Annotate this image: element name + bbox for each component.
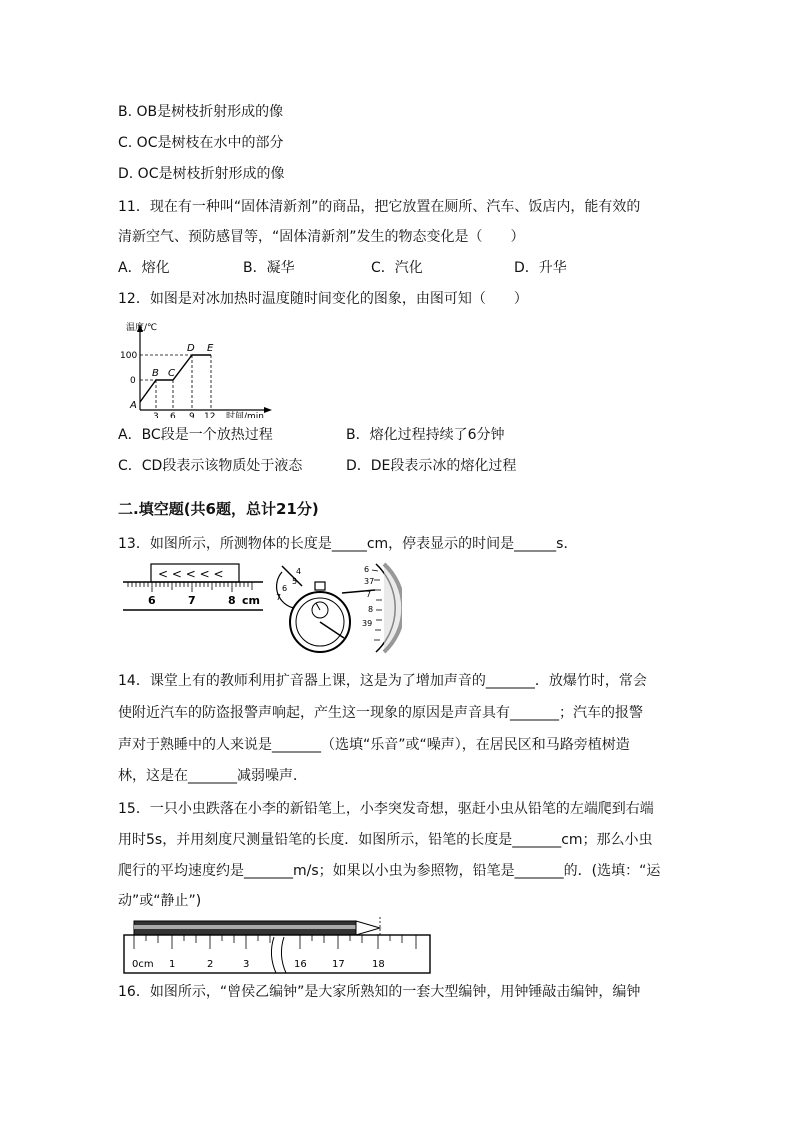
q10-option-c: C. OC是树枝在水中的部分 (118, 135, 284, 151)
q11-option-c: C．汽化 (371, 260, 423, 276)
q14-line3: 声对于熟睡中的人来说是_______（选填“乐音”或“噪声），在居民区和马路旁植树造 (118, 737, 630, 753)
q12-option-a: A．BC段是一个放热过程 (118, 427, 273, 443)
graph-point-d: D (187, 343, 195, 354)
object-marks: < < < < < (158, 567, 224, 581)
outer-dial-8: 8 (368, 605, 374, 614)
q11-stem-line2: 清新空气、预防感冒等，“固体清新剂”发生的物态变化是（ ） (118, 229, 525, 245)
q11-option-a: A．熔化 (118, 260, 170, 276)
inner-dial-5: 5 (292, 577, 298, 586)
graph-ylabel: 温度/℃ (126, 323, 158, 333)
outer-dial-7: 7 (366, 590, 372, 599)
outer-dial-6: 6 (364, 565, 370, 574)
q12-option-c: C．CD段表示该物质处于液态 (118, 458, 303, 474)
q12-option-b: B．熔化过程持续了6分钟 (346, 427, 505, 443)
graph-ytick-100: 100 (120, 351, 138, 361)
ruler2-label-2: 2 (207, 959, 214, 970)
q10-option-b: B. OB是树枝折射形成的像 (118, 104, 284, 120)
q15-line3: 爬行的平均速度约是_______m/s；如果以小虫为参照物，铅笔是_______的．(选填：“运 (118, 863, 661, 879)
inner-dial-4: 4 (296, 567, 302, 576)
q12-temperature-graph (118, 318, 278, 422)
q12-option-d: D．DE段表示冰的熔化过程 (346, 458, 517, 474)
q15-line2: 用时5s，并用刻度尺测量铅笔的长度．如图所示，铅笔的长度是_______cm；那么小虫 (118, 832, 653, 848)
q11-option-d: D．升华 (514, 260, 567, 276)
q15-pencil-ruler-figure (122, 915, 434, 981)
q13-stem: 13．如图所示，所测物体的长度是_____cm，停表显示的时间是______s． (118, 536, 578, 552)
q13-ruler-figure (118, 560, 268, 634)
graph-x-arrow (264, 407, 272, 413)
outer-dial-37: 37 (364, 577, 375, 586)
ruler2-label-16: 16 (294, 959, 307, 970)
outer-dial-39: 39 (362, 619, 373, 628)
ruler2-label-17: 17 (332, 959, 345, 970)
ruler-label-7: 7 (188, 594, 196, 607)
q14-line1: 14．课堂上有的教师利用扩音器上课，这是为了增加声音的_______．放爆竹时，常会 (118, 673, 647, 689)
graph-xtick-3: 3 (153, 412, 159, 418)
q14-line4: 林，这是在_______减弱噪声． (118, 768, 307, 784)
graph-xtick-6: 6 (170, 412, 176, 418)
graph-curve (140, 355, 211, 402)
inner-dial-6: 6 (282, 584, 288, 593)
graph-point-a: A (130, 400, 137, 411)
q14-line2: 使附近汽车的防盗报警声响起，产生这一现象的原因是声音具有_______；汽车的报警 (118, 705, 643, 721)
q13-stopwatch-figure (272, 560, 402, 662)
q10-option-d: D. OC是树枝折射形成的像 (118, 166, 285, 182)
inner-dial-7: 7 (276, 593, 282, 602)
q16-line1: 16．如图所示，“曾侯乙编钟”是大家所熟知的一套大型编钟，用钟锤敲击编钟，编钟 (118, 984, 641, 1000)
graph-xtick-9: 9 (189, 412, 195, 418)
graph-point-e: E (207, 343, 214, 354)
graph-xtick-12: 12 (204, 412, 216, 418)
ruler-label-cm: cm (242, 594, 260, 607)
ruler2-label-0cm: 0cm (132, 959, 154, 970)
graph-point-b: B (152, 368, 159, 379)
q15-line4: 动”或“静止”) (118, 893, 202, 909)
ruler2-label-1: 1 (169, 959, 176, 970)
ruler-label-6: 6 (148, 594, 156, 607)
pencil-tip (356, 921, 380, 935)
q12-stem: 12．如图是对冰加热时温度随时间变化的图象，由图可知（ ） (118, 291, 528, 307)
graph-point-c: C (168, 368, 175, 379)
ruler2-label-18: 18 (372, 959, 385, 970)
ruler-label-8: 8 (228, 594, 236, 607)
graph-xlabel: 时间/min (226, 412, 265, 418)
q11-stem-line1: 11．现在有一种叫“固体清新剂”的商品，把它放置在厕所、汽车、饭店内，能有效的 (118, 199, 641, 215)
q15-line1: 15．一只小虫跌落在小李的新铅笔上，小李突发奇想，驱赶小虫从铅笔的左端爬到右端 (118, 801, 654, 817)
ruler2-label-3: 3 (243, 959, 250, 970)
section2-title: 二.填空题(共6题，总计21分) (118, 500, 319, 518)
graph-ytick-0: 0 (130, 376, 136, 386)
q11-option-b: B．凝华 (243, 260, 295, 276)
